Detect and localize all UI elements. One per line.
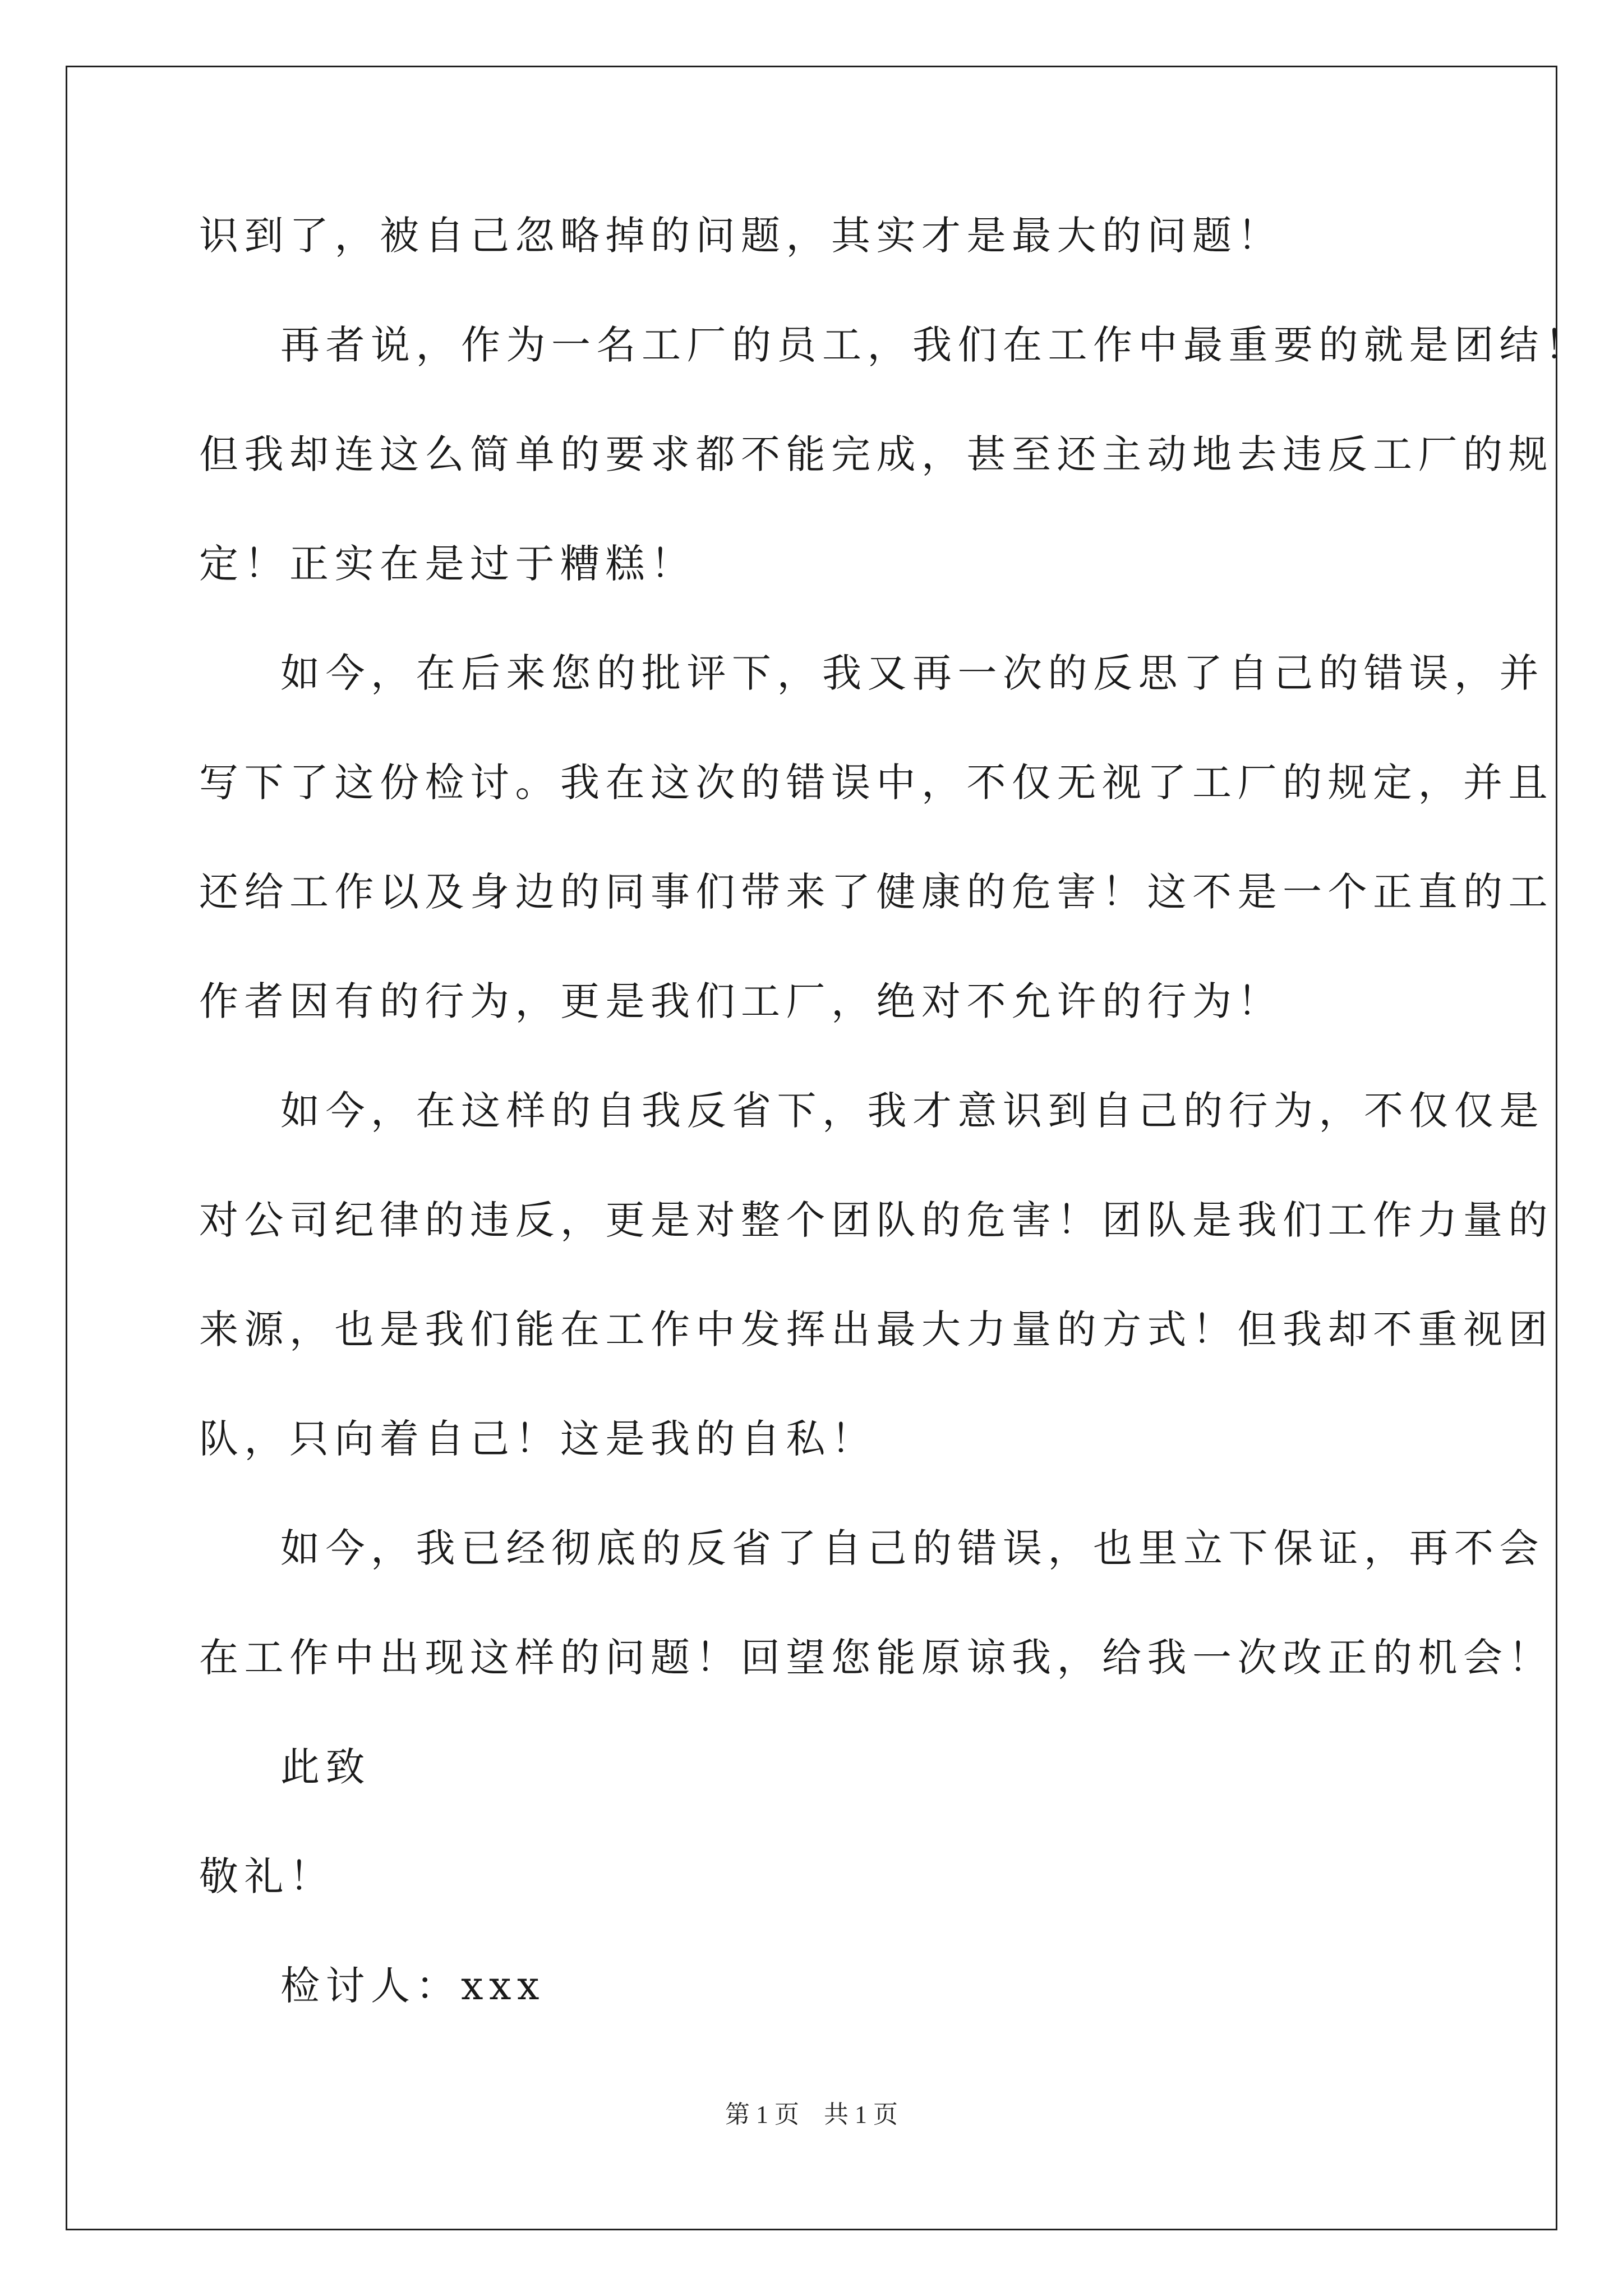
page-number: 第 1 页 xyxy=(725,2101,799,2128)
body-line: 在工作中出现这样的问题！回望您能原谅我，给我一次改正的机会！ xyxy=(199,1635,1553,1681)
body-line: 队，只向着自己！这是我的自私！ xyxy=(199,1416,877,1462)
closing-salutation: 此致 xyxy=(280,1744,371,1790)
closing-regards: 敬礼！ xyxy=(199,1853,335,1899)
page-border xyxy=(66,66,1557,2230)
paragraph-first-line: 如今，我已经彻底的反省了自己的错误，也里立下保证，再不会 xyxy=(280,1525,1544,1571)
body-line: 识到了，被自己忽略掉的问题，其实才是最大的问题！ xyxy=(199,213,1283,259)
body-line: 对公司纪律的违反，更是对整个团队的危害！团队是我们工作力量的 xyxy=(199,1197,1553,1243)
page-footer xyxy=(0,2098,1623,2132)
body-line: 来源，也是我们能在工作中发挥出最大力量的方式！但我却不重视团 xyxy=(199,1306,1553,1352)
body-line: 写下了这份检讨。我在这次的错误中，不仅无视了工厂的规定，并且 xyxy=(199,760,1553,806)
signature-line: 检讨人：xxx xyxy=(280,1963,545,2009)
body-line: 作者因有的行为，更是我们工厂，绝对不允许的行为！ xyxy=(199,978,1283,1024)
paragraph-first-line: 再者说，作为一名工厂的员工，我们在工作中最重要的就是团结！ xyxy=(280,322,1590,368)
body-line: 定！正实在是过于糟糕！ xyxy=(199,541,696,587)
paragraph-first-line: 如今，在这样的自我反省下，我才意识到自己的行为，不仅仅是 xyxy=(280,1088,1544,1134)
body-line: 还给工作以及身边的同事们带来了健康的危害！这不是一个正直的工 xyxy=(199,869,1553,915)
body-line: 但我却连这么简单的要求都不能完成，甚至还主动地去违反工厂的规 xyxy=(199,431,1553,477)
page-total: 共 1 页 xyxy=(824,2101,898,2128)
paragraph-first-line: 如今，在后来您的批评下，我又再一次的反思了自己的错误，并 xyxy=(280,650,1544,696)
